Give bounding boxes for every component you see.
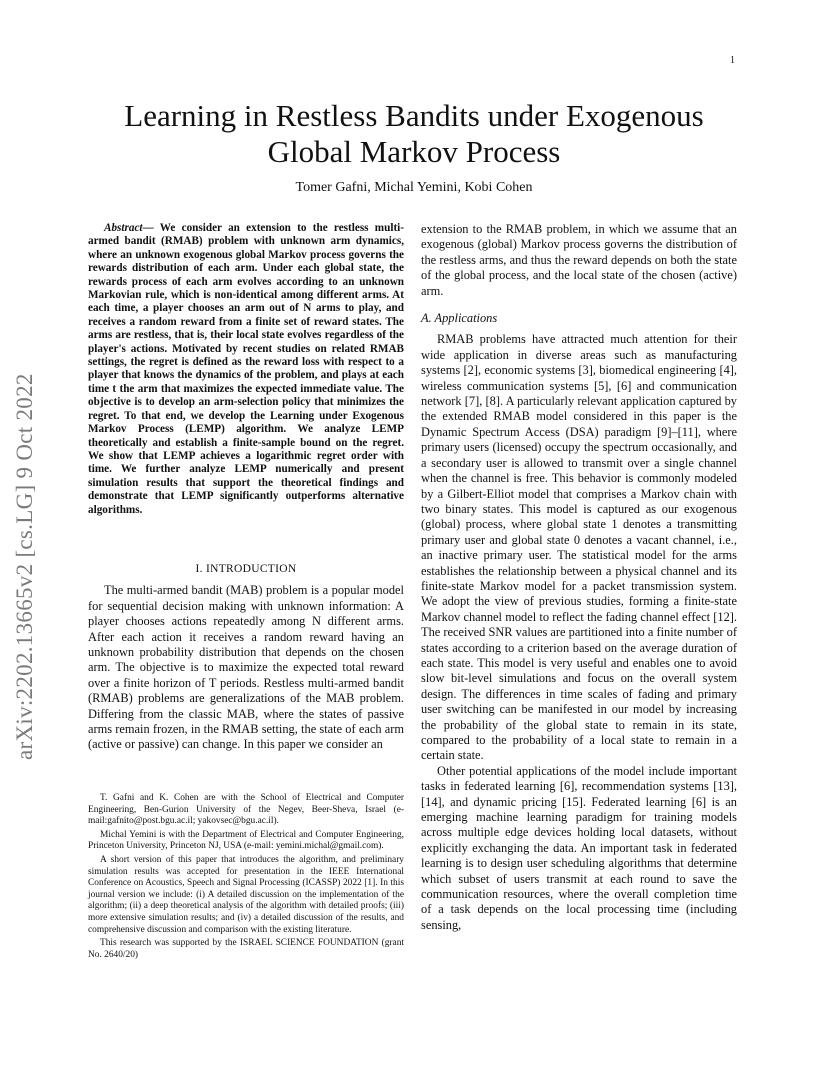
right-column	[421, 222, 737, 933]
paper-title	[60, 98, 768, 170]
footnote-affiliation-1: T. Gafni and K. Cohen are with the School of Electrical and Computer Engineering, Ben-Gurion University of the Negev, Beer-Sheva, Israel (e-mail:gafnito@post.bgu.ac.il; yakovsec@bgu.ac.il).	[88, 793, 404, 827]
abstract-label: Abstract	[104, 222, 143, 234]
footnote-funding: This research was supported by the ISRAEL SCIENCE FOUNDATION (grant No. 2640/20)	[88, 938, 404, 960]
subsection-applications-title: A. Applications	[421, 311, 498, 326]
intro-paragraph-1: The multi-armed bandit (MAB) problem is a popular model for sequential decision making with unknown information: A player chooses actions repeatedly among N different arms. After each action it receives a random reward having an unknown probability distribution that depends on the chosen arm. The objective is to maximize the expected total reward over a finite horizon of T periods. Restless multi-armed bandit (RMAB) problems are generalizations of the MAB problem. Differing from the classic MAB, where the states of passive arms remain frozen, in the RMAB setting, the state of each arm (active or passive) can change. In this paper we consider an	[88, 583, 404, 752]
section-introduction-title: I. INTRODUCTION	[195, 562, 297, 575]
left-column	[88, 222, 404, 753]
arxiv-stamp: arXiv:2202.13665v2 [cs.LG] 9 Oct 2022	[12, 373, 37, 760]
page-number: 1	[730, 55, 735, 66]
applications-paragraph-2: Other potential applications of the model include important tasks in federated learning [6], recommendation systems [13], [14], and dynamic pricing [15]. Federated learning [6] is an emerging machine learning paradigm for training models across multiple edge devices holding local datasets, without explicitly exchanging the data. An important task in federated learning is to design user scheduling algorithms that determine which subset of users transmit at each round to save the communication resources, where the overall completion time of a task depends on the local processing time (including sensing,	[421, 763, 737, 932]
right-paragraph-0: extension to the RMAB problem, in which we assume that an exogenous (global) Markov process governs the distribution of the restless arms, and thus the reward depends on both the state of the global process, and the local state of the chosen (active) arm.	[421, 222, 737, 298]
authors: Tomer Gafni, Michal Yemini, Kobi Cohen	[295, 180, 533, 195]
title-line-1: Learning in Restless Bandits under Exogenous	[124, 98, 704, 133]
title-line-2: Global Markov Process	[267, 134, 561, 169]
footnote-affiliation-2: Michal Yemini is with the Department of Electrical and Computer Engineering, Princeton University, Princeton NJ, USA (e-mail: yemini.michal@gmail.com).	[88, 829, 404, 852]
footnotes	[88, 793, 404, 963]
applications-paragraph-1: RMAB problems have attracted much attention for their wide application in diverse areas such as manufacturing systems [2], economic systems [3], biomedical engineering [4], wireless communication systems [5], [6] and communication network [7], [8]. A particularly relevant application captured by the extended RMAB model considered in this paper is the Dynamic Spectrum Access (DSA) paradigm [9]–[11], where primary users (licensed) occupy the spectrum occasionally, and a secondary user is allowed to transmit over a single channel when the channel is free. This behavior is commonly modeled by a Gilbert-Elliot model that comprises a Markov chain with two binary states. This model is captured as our exogenous (global) process, where global state 1 denotes a transmitting primary user and global state 0 denotes a vacant channel, i.e., an inactive primary user. The statistical model for the arms establishes the relationship between a physical channel and its finite-state Markov model for a packet transmission system. We adopt the view of previous studies, forming a finite-state Markov channel model to reflect the fading channel effect [12]. The received SNR values are partitioned into a finite number of states according to a criterion based on the average duration of each state. This model is very useful and enables one to avoid slow bit-level simulations and focus on the overall system design. The differences in time scales of fading and primary user switching can be manifested in our model by increasing the probability of the global state to remain in its state, compared to the probability of a local state to remain in a certain state.	[421, 332, 737, 763]
footnote-short-version: A short version of this paper that introduces the algorithm, and preliminary simulation results was accepted for presentation in the IEEE International Conference on Acoustics, Speech and Signal Processing (ICASSP) 2022 [1]. In this journal version we include: (i) A detailed discussion on the implementation of the algorithm; (ii) a deep theoretical analysis of the algorithm with detailed proofs; (iii) more extensive simulation results; and (iv) a detailed discussion of the results, and comprehensive discussion and comparison with the existing literature.	[88, 854, 404, 935]
abstract	[88, 222, 404, 517]
abstract-text: — We consider an extension to the restless multi-armed bandit (RMAB) problem with unknown arm dynamics, where an unknown exogenous global Markov process governs the rewards distribution of each arm. Under each global state, the rewards process of each arm evolves according to an unknown Markovian rule, which is non-identical among different arms. At each time, a player chooses an arm out of N arms to play, and receives a random reward from a finite set of reward states. The arms are restless, that is, their local state evolves regardless of the player's actions. Motivated by recent studies on related RMAB settings, the regret is defined as the reward loss with respect to a player that knows the dynamics of the problem, and plays at each time t the arm that maximizes the expected immediate value. The objective is to develop an arm-selection policy that minimizes the regret. To that end, we develop the Learning under Exogenous Markov Process (LEMP) algorithm. We analyze LEMP theoretically and establish a finite-sample bound on the regret. We show that LEMP achieves a logarithmic regret order with time. We further analyze LEMP numerically and present simulation results that support the theoretical findings and demonstrate that LEMP significantly outperforms alternative algorithms.	[88, 222, 404, 516]
